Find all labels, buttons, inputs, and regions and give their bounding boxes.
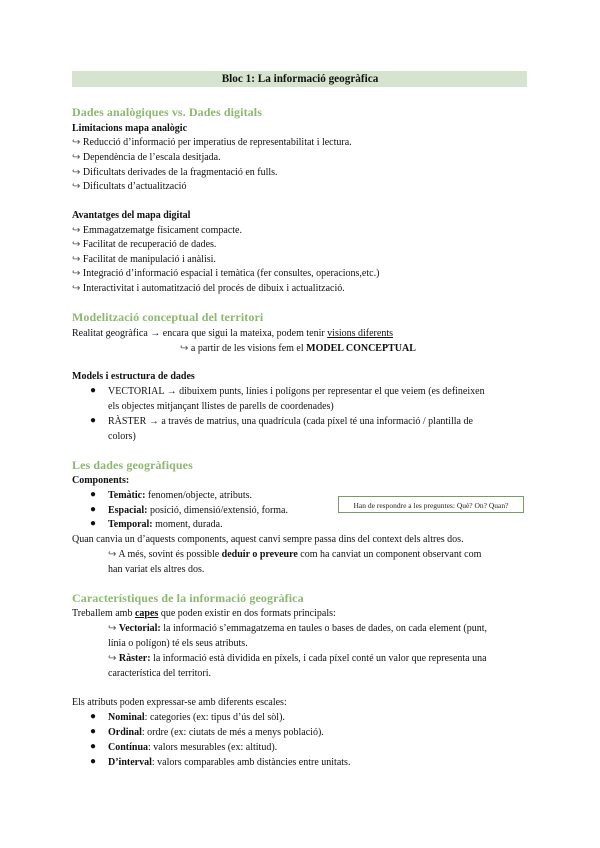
bullet-icon: ●	[90, 504, 97, 515]
paragraph: ↪ a partir de les visions fem el MODEL CONCEPTUAL	[180, 343, 416, 354]
list-item: ↪ Integració d’informació espacial i temàtica (fer consultes, operacions,etc.)	[72, 268, 380, 279]
underlined-bold-text: capes	[134, 608, 159, 619]
bullet-icon: ●	[90, 726, 97, 737]
section-heading-dades: Dades analògiques vs. Dades digitals	[72, 105, 262, 119]
arrow-icon: ↪	[72, 254, 83, 265]
list-item: ↪ Facilitat de manipulació i anàlisi.	[72, 254, 216, 265]
bullet-icon: ●	[90, 518, 97, 529]
paragraph: ↪ A més, sovint és possible deduir o preveure com ha canviat un component observant com	[108, 549, 482, 560]
list-item: Ordinal: ordre (ex: ciutats de més a menys població).	[108, 727, 324, 738]
arrow-icon: ↪	[72, 268, 83, 279]
components-title: Components:	[72, 475, 130, 486]
arrow-icon: ↪	[72, 137, 83, 148]
models-title: Models i estructura de dades	[72, 371, 195, 382]
bullet-icon: ●	[90, 415, 97, 426]
paragraph-continuation: característica del territori.	[108, 668, 211, 679]
bullet-icon: ●	[90, 756, 97, 767]
paragraph: ↪ Vectorial: la informació s’emmagatzema en taules o bases de dades, on cada element (punt,	[108, 623, 487, 634]
arrow-icon: ↪	[108, 623, 119, 634]
paragraph-continuation: han variat els altres dos.	[108, 564, 205, 575]
list-item: Contínua: valors mesurables (ex: altitud).	[108, 742, 278, 753]
arrow-icon: ↪	[72, 152, 83, 163]
bullet-icon: ●	[90, 741, 97, 752]
arrow-icon: ↪	[108, 653, 119, 664]
paragraph-continuation: línia o polígon) té els seus atributs.	[108, 638, 248, 649]
list-item: D’interval: valors comparables amb distàncies entre unitats.	[108, 757, 351, 768]
bullet-icon: ●	[90, 711, 97, 722]
list-item-continuation: els objectes mitjançant llistes de parells de coordenades)	[108, 401, 334, 412]
list-item-continuation: colors)	[108, 431, 136, 442]
bullet-icon: ●	[90, 385, 97, 396]
paragraph: ↪ Ràster: la informació està dividida en píxels, i cada píxel conté un valor que representa una	[108, 653, 487, 664]
bullet-icon: ●	[90, 489, 97, 500]
list-item: Temporal: moment, durada.	[108, 519, 223, 530]
paragraph: Els atributs poden expressar-se amb diferents escales:	[72, 697, 287, 708]
list-item: ↪ Dependència de l’escala desitjada.	[72, 152, 221, 163]
underlined-text: visions diferents	[327, 328, 393, 339]
paragraph: Quan canvia un d’aquests components, aquest canvi sempre passa dins del context dels altres dos.	[72, 534, 464, 545]
arrow-icon: ↪	[72, 225, 83, 236]
arrow-icon: ↪	[72, 167, 83, 178]
list-item: ↪ Reducció d’informació per imperatius de representabilitat i lectura.	[72, 137, 352, 148]
limitations-title: Limitacions mapa analògic	[72, 123, 188, 134]
section-heading-caracteristiques: Característiques de la informació geogràfica	[72, 591, 304, 605]
list-item: RÀSTER → a través de matrius, una quadrícula (cada píxel té una informació / plantilla de	[108, 416, 473, 427]
page-title: Bloc 1: La informació geogràfica	[221, 73, 379, 85]
callout-box: Han de respondre a les preguntes: Què? On? Quan?	[338, 496, 524, 513]
arrow-icon: ↪	[72, 283, 83, 294]
list-item: ↪ Emmagatzematge físicament compacte.	[72, 225, 242, 236]
paragraph: Treballem amb capes que poden existir en dos formats principals:	[72, 608, 336, 619]
list-item: ↪ Interactivitat i automatització del procés de dibuix i actualització.	[72, 283, 345, 294]
list-item: VECTORIAL → dibuixem punts, línies i polígons per representar el que veiem (es defineixen	[108, 386, 485, 397]
list-item: ↪ Dificultats d’actualització	[72, 181, 187, 192]
arrow-icon: ↪	[180, 343, 191, 354]
list-item: Temàtic: fenomen/objecte, atributs.	[108, 490, 253, 501]
arrow-icon: ↪	[72, 239, 83, 250]
arrow-icon: ↪	[72, 181, 83, 192]
advantages-title: Avantatges del mapa digital	[72, 210, 191, 221]
section-heading-modelitzacio: Modelització conceptual del territori	[72, 310, 264, 324]
list-item: ↪ Dificultats derivades de la fragmentació en fulls.	[72, 167, 278, 178]
list-item: Espacial: posició, dimensió/extensió, forma.	[108, 505, 288, 516]
list-item: ↪ Facilitat de recuperació de dades.	[72, 239, 217, 250]
list-item: Nominal: categories (ex: tipus d’ús del sòl).	[108, 712, 285, 723]
arrow-icon: ↪	[108, 549, 119, 560]
section-heading-dades-geografiques: Les dades geogràfiques	[72, 458, 193, 472]
paragraph: Realitat geogràfica → encara que sigui la mateixa, podem tenir visions diferents	[72, 328, 393, 339]
